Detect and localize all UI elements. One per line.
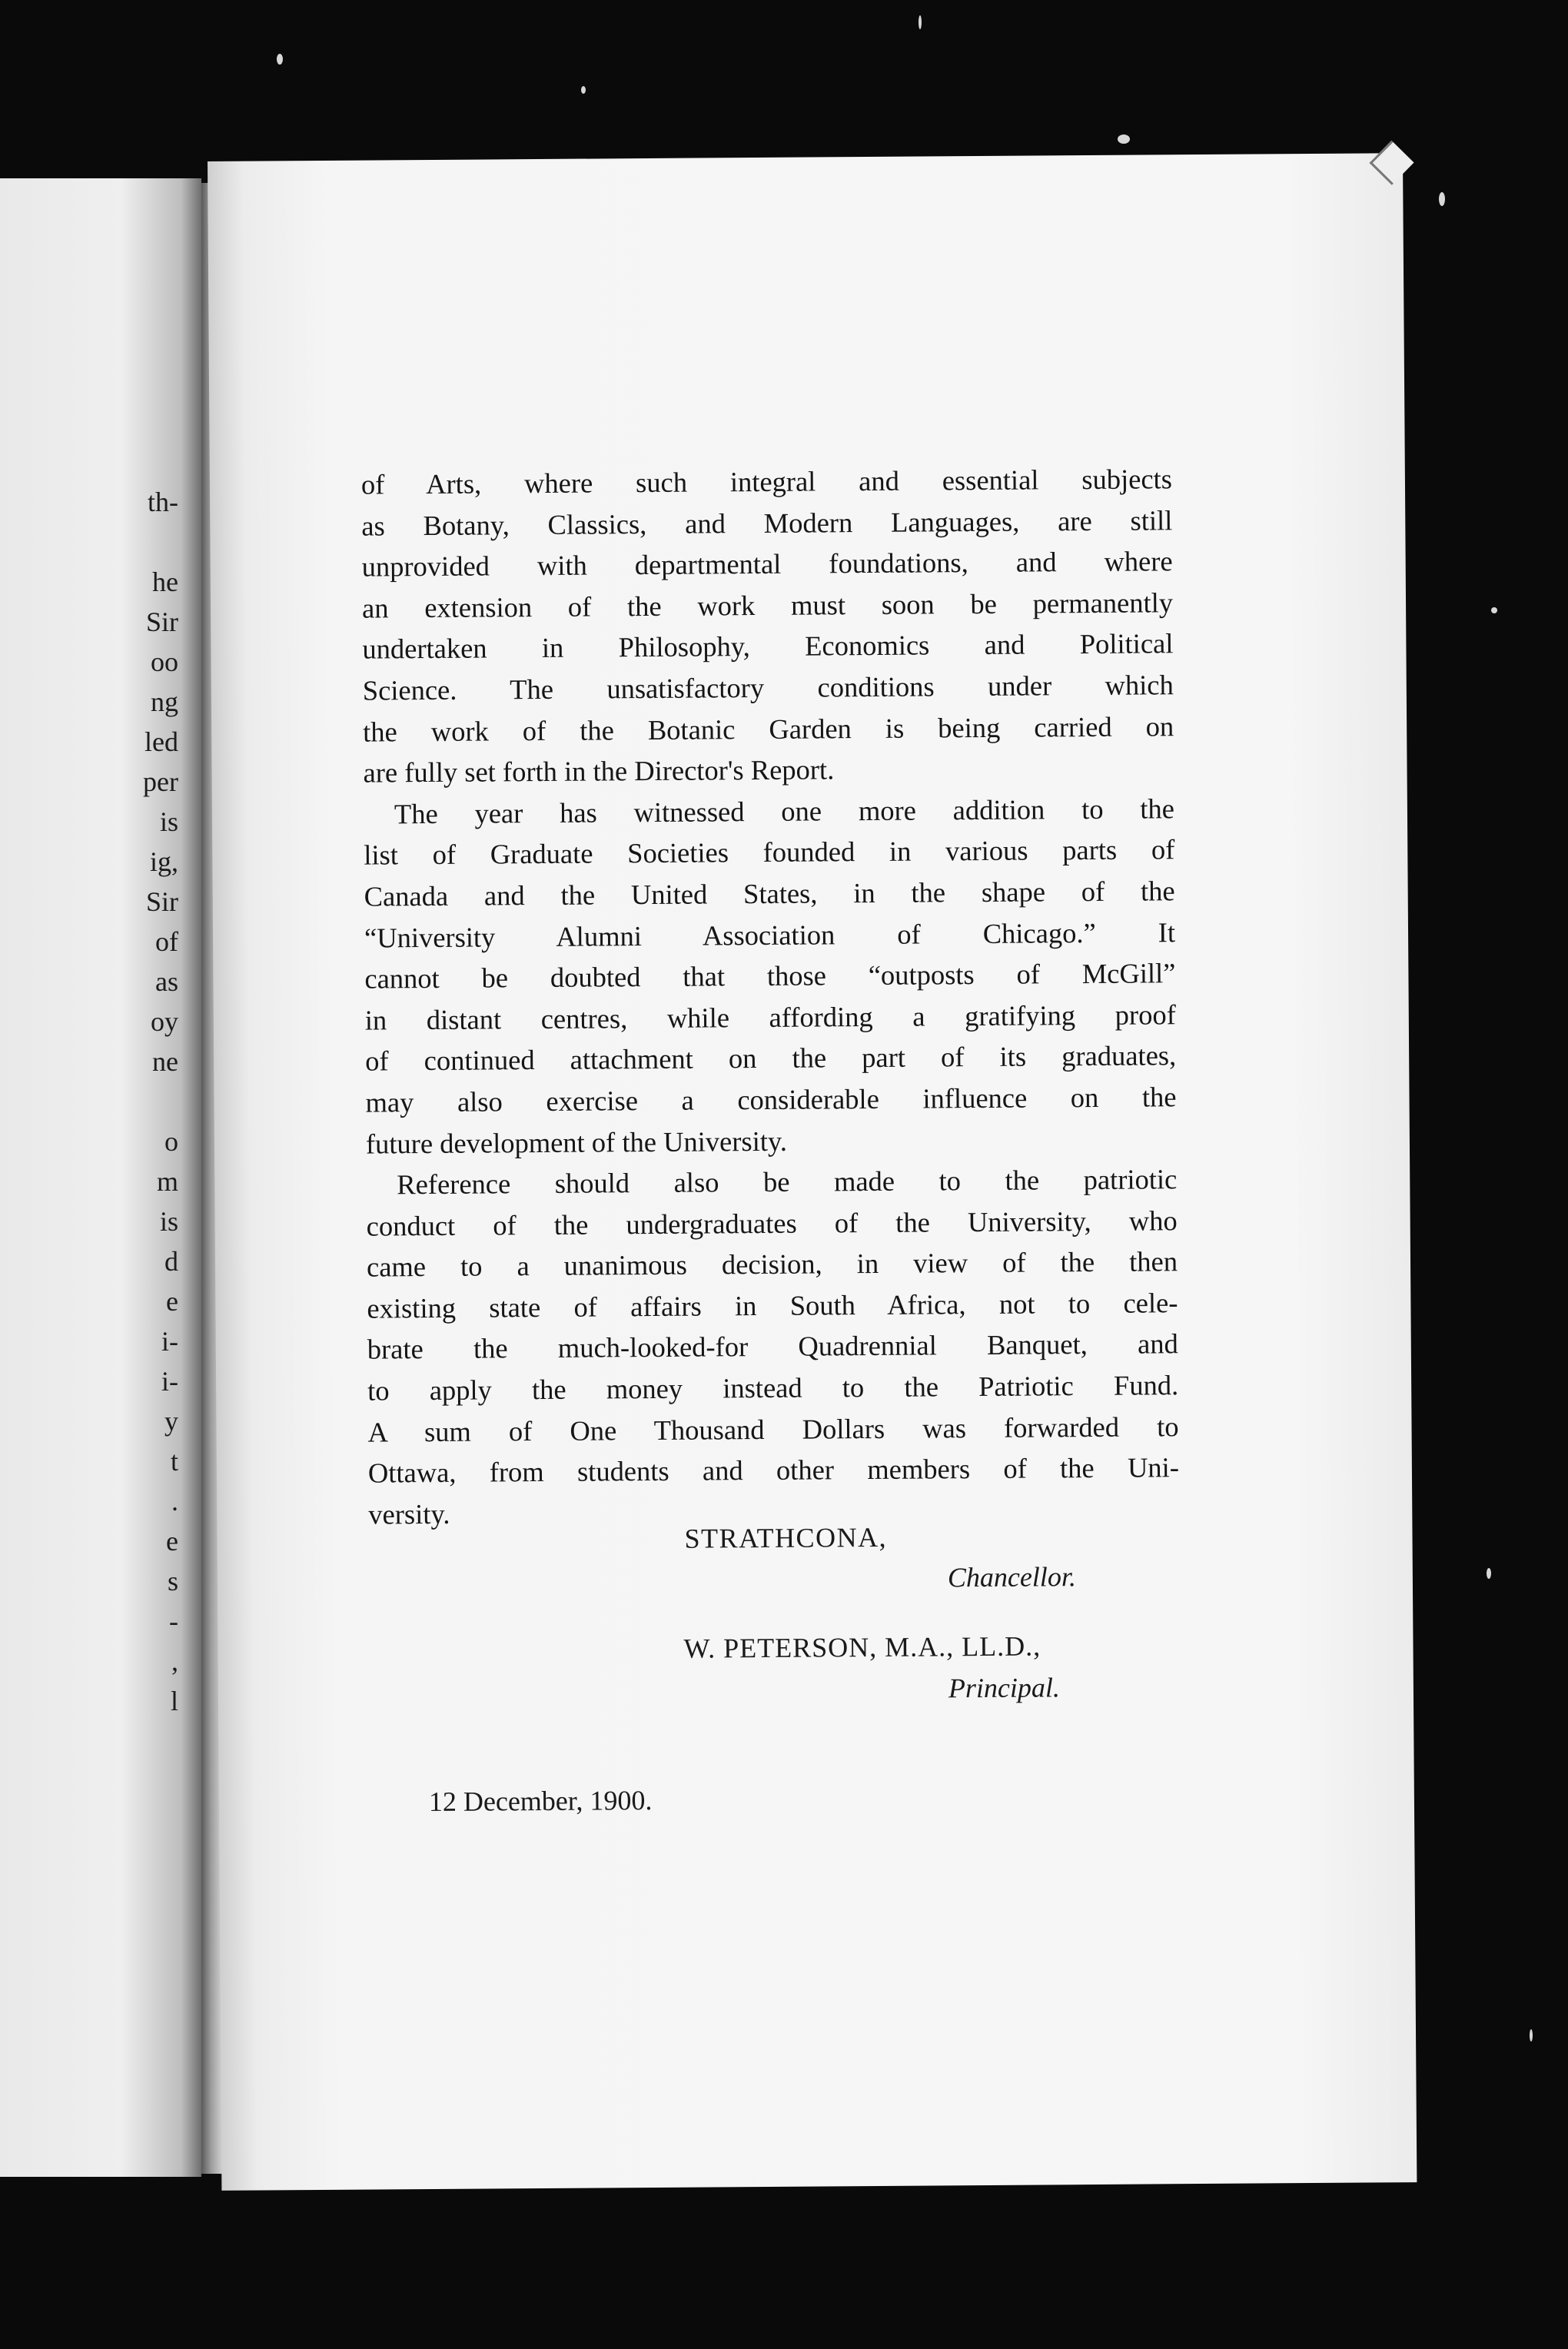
left-page-fragment: l <box>170 1686 178 1716</box>
left-page-fragment: Sir <box>145 886 178 917</box>
left-page-fragment <box>25 1081 178 1121</box>
text-line: Science. The unsatisfactory conditions under which <box>362 669 1174 706</box>
document-date: 12 December, 1900. <box>428 1785 653 1818</box>
signatory-name-principal: W. PETERSON, M.A., LL.D., <box>683 1630 1041 1664</box>
text-line: future development of the University. <box>365 1125 788 1160</box>
text-line: list of Graduate Societies founded in various parts of <box>364 833 1175 871</box>
left-page-fragment: ne <box>152 1046 178 1077</box>
text-line: the work of the Botanic Garden is being carried on <box>363 709 1174 748</box>
text-line: undertaken in Philosophy, Economics and Political <box>362 627 1174 665</box>
left-page-fragment: - <box>169 1606 178 1636</box>
text-line: existing state of affairs in South Africa, not to cele- <box>367 1287 1178 1324</box>
left-page-text-fragments <box>25 482 178 1721</box>
signatory-title-principal: Principal. <box>948 1672 1061 1704</box>
text-line: to apply the money instead to the Patriotic Fund. <box>367 1369 1179 1407</box>
text-line: brate the much-looked-for Quadrennial Banquet, and <box>367 1327 1178 1366</box>
left-page-fragment: , <box>171 1646 178 1676</box>
left-page-fragment: y <box>164 1406 178 1437</box>
text-line: came to a unanimous decision, in view of the then <box>366 1245 1178 1283</box>
text-line: conduct of the undergraduates of the University, who <box>366 1204 1178 1242</box>
text-line: The year has witnessed one more addition to the <box>394 792 1175 830</box>
left-page-fragment: is <box>159 806 178 837</box>
text-line: in distant centres, while affording a gratifying proof <box>364 998 1176 1036</box>
left-page-fragment: he <box>152 566 178 597</box>
left-page-fragment: s <box>167 1566 178 1596</box>
left-page-fragment: per <box>143 766 178 797</box>
text-line: may also exercise a considerable influence on the <box>365 1081 1177 1118</box>
text-line: “University Alumni Association of Chicago.” It <box>364 915 1176 954</box>
left-page-fragment: led <box>145 726 178 757</box>
left-page-fragment: oy <box>151 1006 178 1037</box>
report-body-text <box>361 458 1180 1535</box>
page-corner-fold <box>1370 141 1414 185</box>
paragraph-2 <box>364 788 1177 1165</box>
text-line: Ottawa, from students and other members of the Uni- <box>367 1451 1180 1489</box>
text-line: A sum of One Thousand Dollars was forwarded to <box>367 1410 1179 1448</box>
signatory-name-chancellor: STRATHCONA, <box>684 1521 888 1554</box>
right-page <box>208 153 1417 2191</box>
text-line: Reference should also be made to the patriotic <box>397 1163 1178 1201</box>
paragraph-1 <box>361 458 1174 793</box>
left-page-fragment: o <box>164 1126 178 1157</box>
signatory-title-chancellor: Chancellor. <box>947 1561 1077 1593</box>
text-line: of continued attachment on the part of its graduates, <box>365 1039 1177 1077</box>
left-page-fragment: i- <box>161 1326 178 1357</box>
left-page-fragment: of <box>155 926 178 957</box>
left-page-fragment: ng <box>151 686 178 717</box>
paragraph-3 <box>366 1158 1179 1535</box>
left-page-fragment: Sir <box>145 606 178 637</box>
left-page-fragment <box>25 522 178 562</box>
left-page-fragment: is <box>159 1206 178 1237</box>
left-page-fragment: oo <box>151 646 178 677</box>
left-page-fragment: ig, <box>149 846 178 877</box>
left-page-fragment: e <box>166 1526 178 1557</box>
left-page-fragment: i- <box>161 1366 178 1397</box>
left-page-fragment: t <box>170 1446 178 1477</box>
text-line: Canada and the United States, in the shape of the <box>364 875 1175 912</box>
left-page-fragment: e <box>166 1286 178 1317</box>
left-page-fragment: th- <box>148 487 178 517</box>
left-page-fragment: as <box>155 966 178 997</box>
text-line: unprovided with departmental foundations, and where <box>361 545 1173 583</box>
text-line: are fully set forth in the Director's Report. <box>363 753 835 789</box>
left-page-fragment: d <box>164 1246 178 1277</box>
text-line: of Arts, where such integral and essential subjects <box>360 463 1173 500</box>
left-page-fragment: . <box>171 1486 178 1517</box>
left-page-fragment: m <box>156 1166 178 1197</box>
text-line: as Botany, Classics, and Modern Languages, are still <box>361 503 1173 542</box>
text-line: cannot be doubted that those “outposts of McGill” <box>364 957 1176 995</box>
text-line: versity. <box>368 1497 450 1530</box>
text-line: an extension of the work must soon be permanently <box>361 586 1174 624</box>
left-page <box>0 178 201 2177</box>
